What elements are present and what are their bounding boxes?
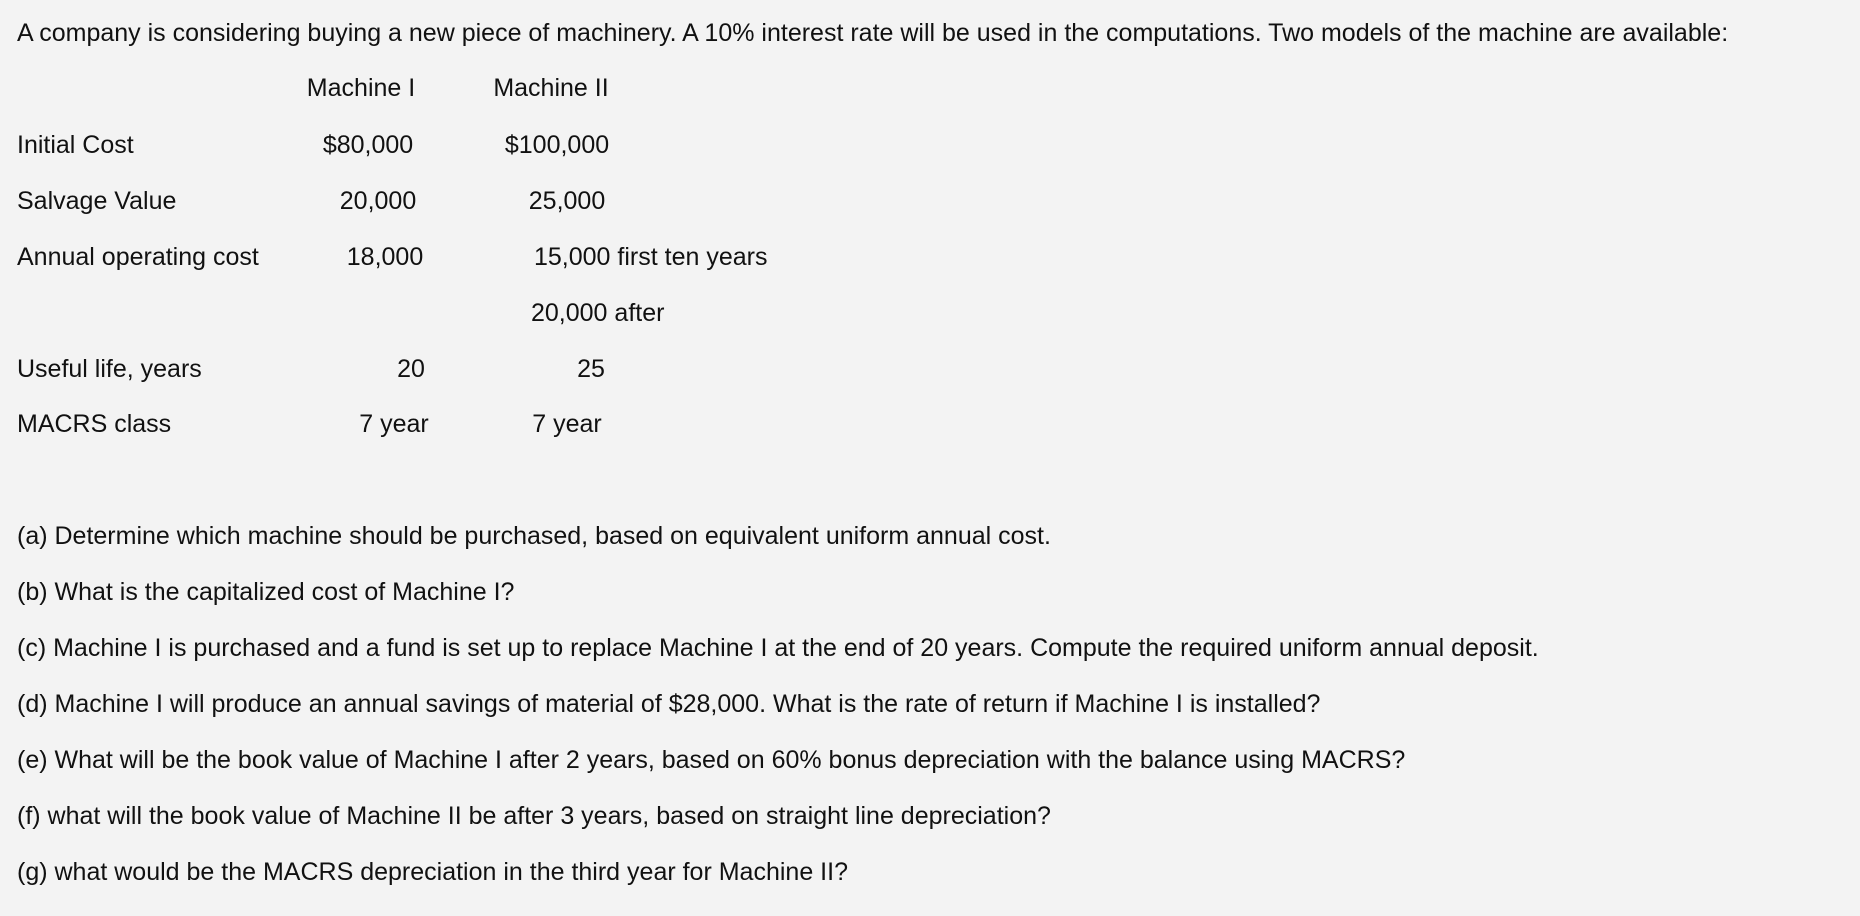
question-d: (d) Machine I will produce an annual savings of material of $28,000. What is the rate of return if Machine I is installed? xyxy=(17,690,1321,718)
cell-m1-salvage-value: 20,000 xyxy=(339,187,417,215)
row-label-annual-operating-cost: Annual operating cost xyxy=(17,243,259,271)
question-a: (a) Determine which machine should be purchased, based on equivalent uniform annual cost. xyxy=(17,522,1051,550)
row-label-useful-life: Useful life, years xyxy=(17,355,202,383)
cell-m1-useful-life: 20 xyxy=(397,355,425,383)
row-label-initial-cost: Initial Cost xyxy=(17,131,134,159)
question-f: (f) what will the book value of Machine II be after 3 years, based on straight line depreciation? xyxy=(17,802,1051,830)
problem-intro: A company is considering buying a new piece of machinery. A 10% interest rate will be used in the computations. Two models of the machine are available: xyxy=(17,19,1729,47)
cell-m2-macrs-class: 7 year xyxy=(532,410,602,438)
question-b: (b) What is the capitalized cost of Machine I? xyxy=(17,578,515,606)
question-c: (c) Machine I is purchased and a fund is set up to replace Machine I at the end of 20 years. Compute the required uniform annual deposit. xyxy=(17,634,1539,662)
row-label-macrs-class: MACRS class xyxy=(17,410,172,438)
header-machine-1: Machine I xyxy=(306,74,416,102)
cell-m2-useful-life: 25 xyxy=(577,355,605,383)
cell-m2-salvage-value: 25,000 xyxy=(528,187,606,215)
question-g: (g) what would be the MACRS depreciation in the third year for Machine II? xyxy=(17,858,848,886)
row-label-salvage-value: Salvage Value xyxy=(17,187,177,215)
cell-m1-initial-cost: $80,000 xyxy=(322,131,414,159)
cell-m1-macrs-class: 7 year xyxy=(359,410,429,438)
cell-m2-annual-operating-cost: 15,000 first ten years xyxy=(534,243,768,271)
cell-m1-annual-operating-cost: 18,000 xyxy=(346,243,424,271)
header-machine-2: Machine II xyxy=(493,74,609,102)
question-e: (e) What will be the book value of Machine I after 2 years, based on 60% bonus depreciation with the balance using MACRS? xyxy=(17,746,1406,774)
cell-m2-initial-cost: $100,000 xyxy=(504,131,610,159)
cell-m2-annual-operating-cost-after: 20,000 after xyxy=(531,299,665,327)
